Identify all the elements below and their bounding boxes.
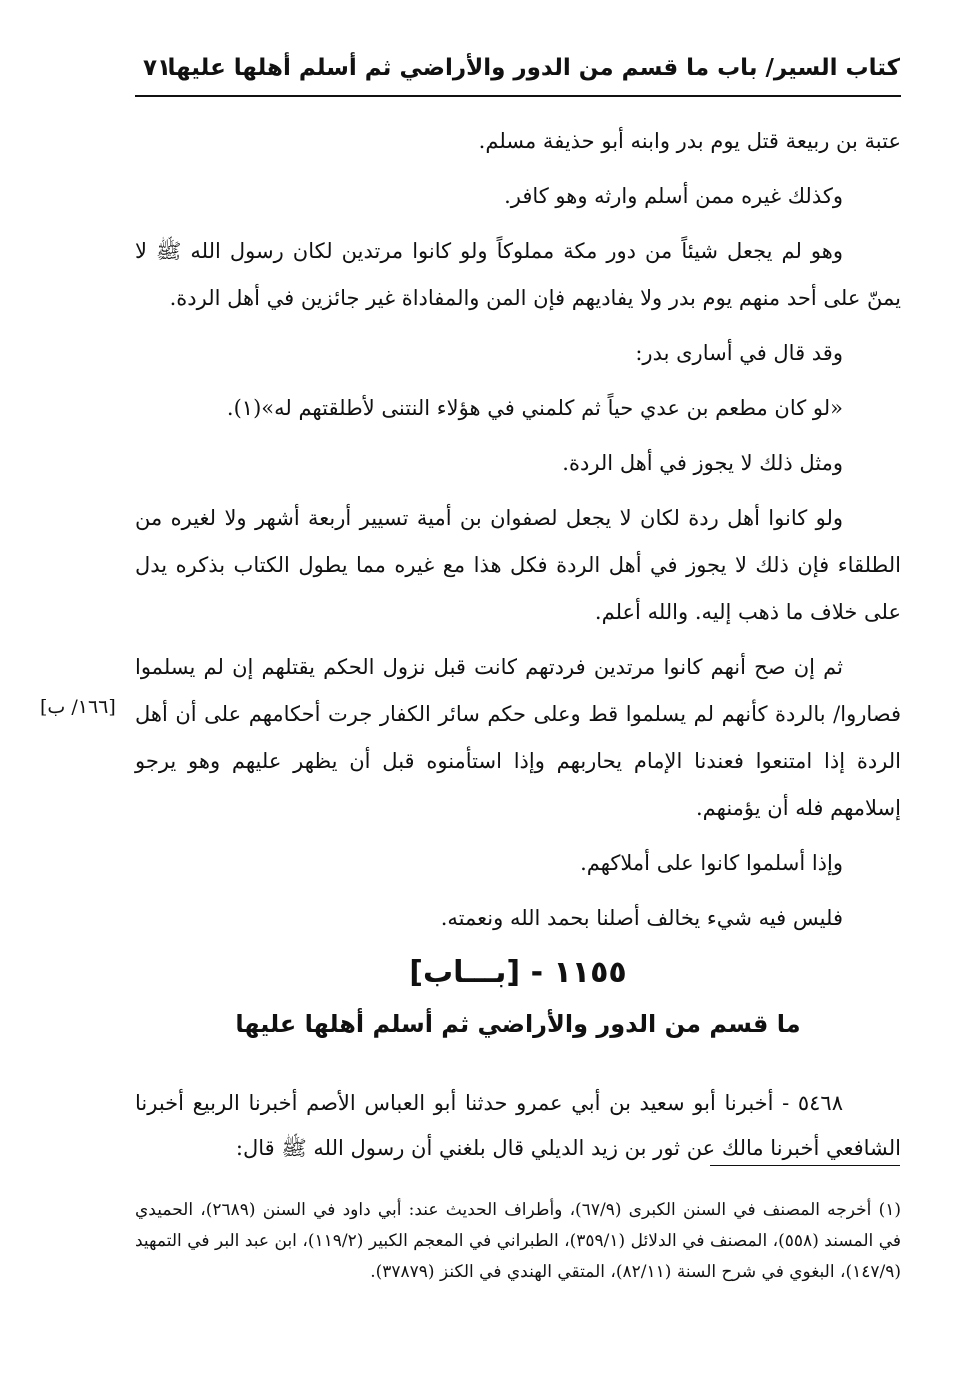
hadith-paragraph: ٥٤٦٨ - أخبرنا أبو سعيد بن أبي عمرو حدثنا أبو العباس الأصم أخبرنا الربيع أخبرنا الشافعي أخبرنا مالك عن ثور بن زيد الديلي قال بلغني أن رسول الله ﷺ قال: — [135, 1091, 901, 1160]
footnote: (١) أخرجه المصنف في السنن الكبرى (٦٧/٩)، وأطراف الحديث عند: أبي داود في السنن (٢٦٨٩)، الحميدي في المسند (٥٥٨)، المصنف في الدلائل (٣٥٩/١)، الطبراني في المعجم الكبير (١١٩/٢)، ابن عبد البر في التمهيد (١٤٧/٩)، البغوي في شرح السنة (٨٢/١١)، المتقي الهندي في الكنز (٣٧٨٧٩). — [135, 1200, 902, 1282]
chapter-title: ما قسم من الدور والأراضي ثم أسلم أهلها عليها — [235, 1010, 801, 1038]
paragraph: عتبة بن ربيعة قتل يوم بدر وابنه أبو حذيفة مسلم. — [478, 129, 901, 153]
paragraph: وهو لم يجعل شيئاً من دور مكة مملوكاً ولو كانوا مرتدين لكان رسول الله ﷺ لا يمنّ على أحد منهم يوم بدر ولا يفاديهم فإن المن والمفاداة غير جائزين في أهل الردة. — [135, 239, 901, 310]
running-header — [135, 55, 900, 95]
main-text — [135, 118, 901, 942]
paragraph: ولو كانوا أهل ردة لكان لا يجعل لصفوان بن أمية تسيير أربعة أشهر ولا لغيره من الطلقاء فإن ذلك لا يجوز في أهل الردة فكل هذا مع غيره مما يطول الكتاب بذكره يدل على خلاف ما ذهب إليه. والله أعلم. — [135, 506, 901, 624]
chapter-heading: ١١٥٥ - [بـــاب] — [409, 955, 627, 990]
paragraph: وكذلك غيره ممن أسلم وارثه وهو كافر. — [504, 184, 843, 208]
header-rule — [135, 95, 901, 97]
footnote-rule — [710, 1165, 900, 1166]
paragraph: وإذا أسلموا كانوا على أملاكهم. — [580, 851, 843, 875]
paragraph: «لو كان مطعم بن عدي حياً ثم كلمني في هؤلاء النتنى لأطلقتهم له»(١). — [226, 396, 843, 420]
running-header-title: كتاب السير/ باب ما قسم من الدور والأراضي ثم أسلم أهلها عليها — [167, 55, 900, 81]
manuscript-folio-note: [١٦٦/ ب] — [40, 696, 116, 718]
paragraph: ومثل ذلك لا يجوز في أهل الردة. — [562, 451, 843, 475]
paragraph: فليس فيه شيء يخالف أصلنا بحمد الله ونعمته. — [440, 906, 843, 930]
paragraph: ثم إن صح أنهم كانوا مرتدين فردتهم كانت قبل نزول الحكم يقتلهم إن لم يسلموا فصاروا/ بالردة كأنهم لم يسلموا قط وعلى حكم سائر الكفار جرت أحكامهم على أن أهل الردة إذا امتنعوا فعندنا الإمام يحاربهم وإذا استأمنوه قبل أن يظهر عليهم وهو يرجو إسلامهم فله أن يؤمنهم. — [135, 655, 901, 820]
page-number: ٧١ — [143, 55, 172, 81]
paragraph: وقد قال في أسارى بدر: — [635, 341, 843, 365]
